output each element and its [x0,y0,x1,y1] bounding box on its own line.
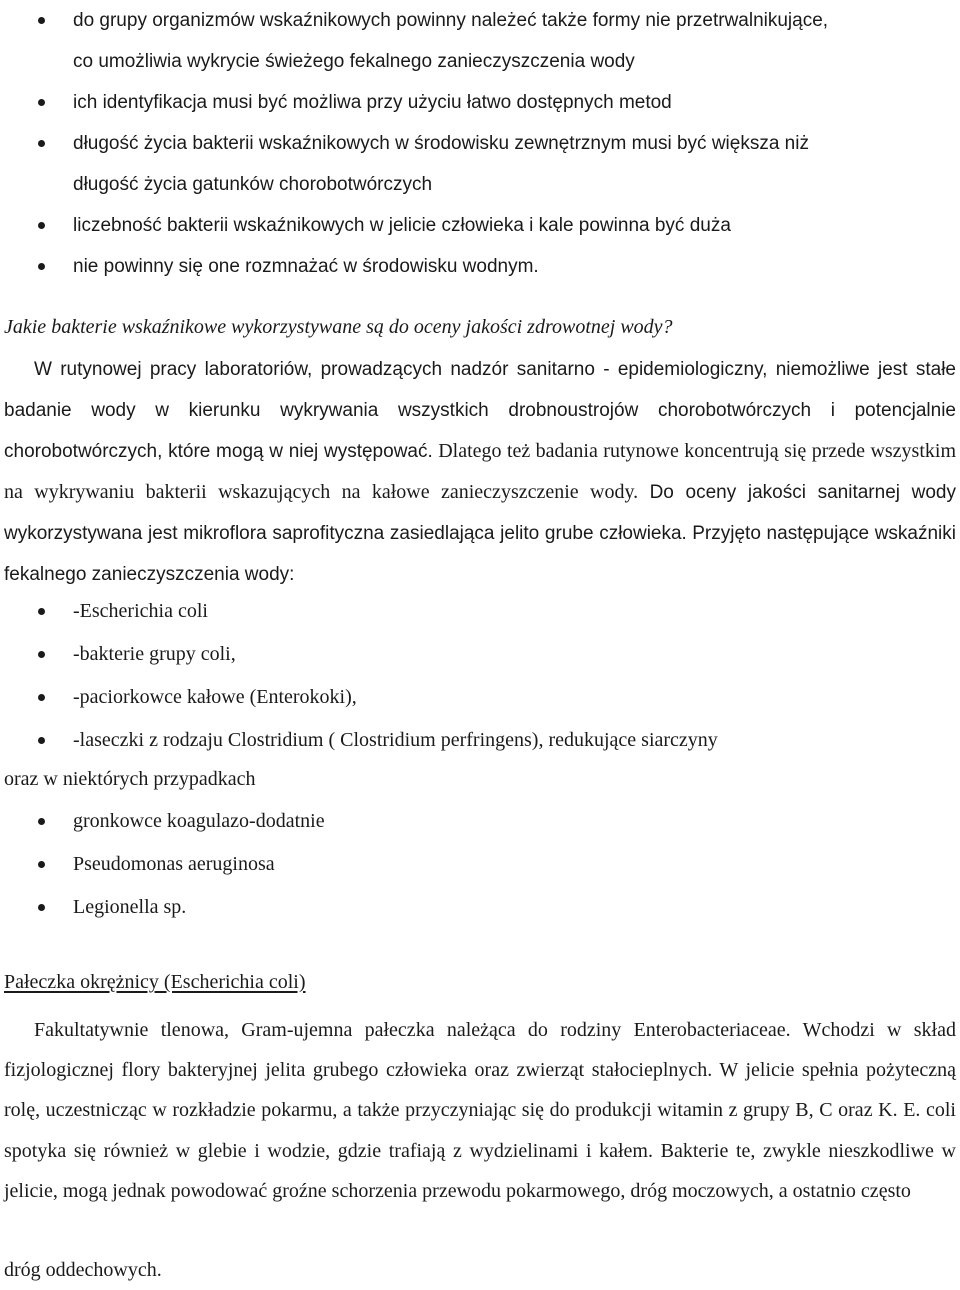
paragraph-ecoli-last-line: dróg oddechowych. [4,1259,162,1281]
list-item-text: nie powinny się one rozmnażać w środowisku wodnym. [73,256,539,277]
other-indicators-list [0,800,960,929]
paragraph-intro [4,349,956,595]
oraz-line: oraz w niektórych przypadkach [4,768,256,790]
bullet-icon [38,17,45,24]
list-item-text: Pseudomonas aeruginosa [73,853,275,875]
paragraph-text: W rutynowej pracy laboratoriów, prowadzących nadzór sanitarno - epidemiologiczny, niemożliwe jest stałe badanie wody w kierunku wykrywania wszystkich drobnoustrojów chorobotwórczych i potencjalnie chorobotwórczych, które mogą w niej występować. [4,359,956,462]
list-item-text: do grupy organizmów wskaźnikowych powinny należeć także formy nie przetrwalnikujące, [73,10,829,31]
bullet-icon [38,140,45,147]
list-item [0,843,960,886]
requirements-list [0,0,960,287]
bullet-icon [38,263,45,270]
list-item-text: -laseczki z rodzaju Clostridium ( Clostridium perfringens), redukujące siarczyny [73,729,718,751]
list-item-continuation [0,164,960,205]
paragraph-ecoli [4,1010,956,1211]
section-heading: Pałeczka okrężnicy (Escherichia coli) [4,971,306,993]
section-question: Jakie bakterie wskaźnikowe wykorzystywane są do oceny jakości zdrowotnej wody? [4,316,673,338]
list-item-text: -paciorkowce kałowe (Enterokoki), [73,686,357,708]
list-item-text: Legionella sp. [73,896,187,918]
paragraph-text: Przyjęto następujące wskaźniki fekalnego zanieczyszczenia wody: [4,523,957,585]
list-item [0,886,960,929]
list-item-text: -Escherichia coli [73,600,208,622]
list-item [0,800,960,843]
list-item [0,676,960,719]
list-item-text: ich identyfikacja musi być możliwa przy użyciu łatwo dostępnych metod [73,92,672,113]
list-item [0,590,960,633]
list-item [0,246,960,287]
bullet-icon [38,818,45,825]
list-item-text: długość życia bakterii wskaźnikowych w środowisku zewnętrznym musi być większa niż [73,133,809,154]
list-item-text: liczebność bakterii wskaźnikowych w jelicie człowieka i kale powinna być duża [73,215,731,236]
paragraph-text: Do oceny jakości sanitarnej wody wykorzystywana jest mikroflora saprofityczna zasiedlająca jelito grube człowieka. [4,482,957,544]
bullet-icon [38,651,45,658]
list-item [0,82,960,123]
bullet-icon [38,608,45,615]
bullet-icon [38,861,45,868]
list-item [0,205,960,246]
list-item [0,0,960,41]
bullet-icon [38,737,45,744]
list-item-continuation [0,41,960,82]
list-item [0,719,960,762]
bullet-icon [38,904,45,911]
indicator-list [0,590,960,762]
list-item [0,123,960,164]
list-item-text: gronkowce koagulazo-dodatnie [73,810,325,832]
paragraph-text: Fakultatywnie tlenowa, Gram-ujemna pałeczka należąca do rodziny Enterobacteriaceae. Wchodzi w skład fizjologicznej flory bakteryjnej jelita grubego człowieka oraz zwierząt stałocieplnych. W jelicie spełnia pożyteczną rolę, uczestnicząc w rozkładzie pokarmu, a także przyczyniając się do produkcji witamin z grupy B, C oraz K. E. coli spotyka się również w glebie i wodzie, gdzie trafiają z wydzielinami i kałem. Bakterie te, zwykle nieszkodliwe w jelicie, mogą jednak powodować groźne schorzenia przewodu pokarmowego, dróg moczowych, a ostatnio często [4,1019,956,1202]
bullet-icon [38,694,45,701]
list-item-text: długość życia gatunków chorobotwórczych [73,174,433,195]
list-item [0,633,960,676]
list-item-text: -bakterie grupy coli, [73,643,236,665]
list-item-text: co umożliwia wykrycie świeżego fekalnego zanieczyszczenia wody [73,51,635,72]
bullet-icon [38,99,45,106]
bullet-icon [38,222,45,229]
paragraph-text: Dlatego też badania rutynowe koncentrują się przede wszystkim na wykrywaniu bakterii wskazujących na kałowe zanieczyszczenie wody. [4,440,956,503]
